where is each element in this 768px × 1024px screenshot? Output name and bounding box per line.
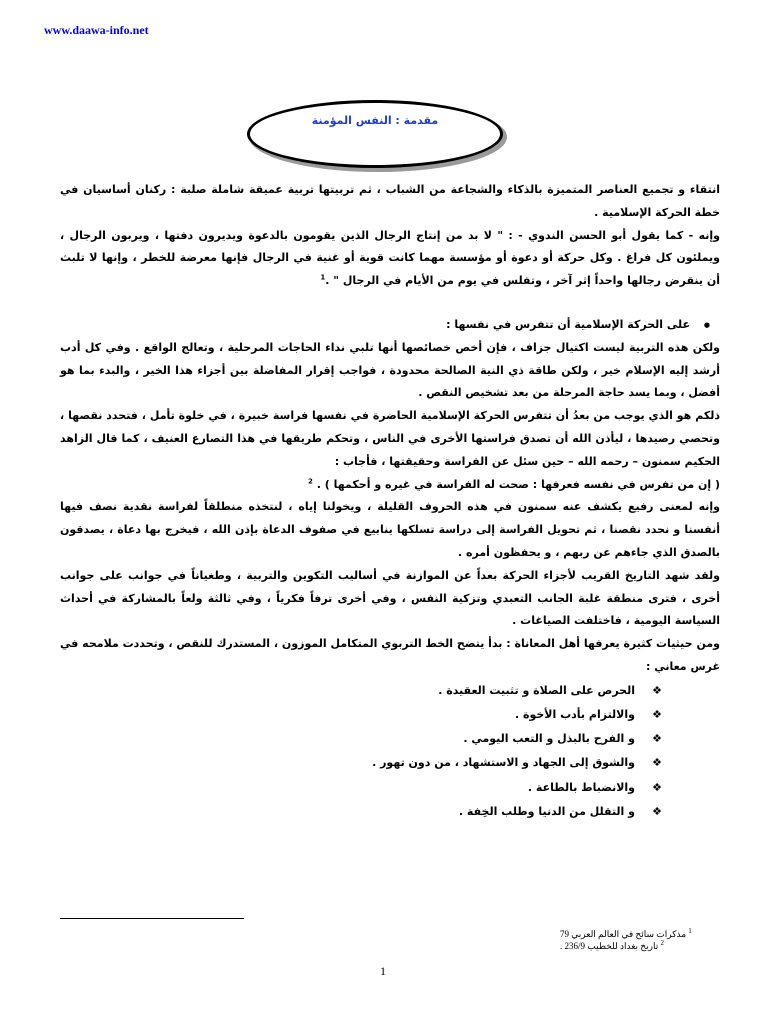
page-number: 1 [380,964,386,978]
footnote-2: $^2$ تاريخ بغداد للخطيب 236/9 . [560,939,664,951]
paragraph-6: وإنه لمعنى رفيع يكشف عنه سمنون في هذه الحروف القليلة ، ويخولنا إياه ، لنتخذه منطلقاً لفراسة نقدية نصف فيها أنفسنا و نحدد نقصنا ، ثم تحويل الفراسة إلى دراسة تسلكها ينابيع في صفوف الدعاة بإذن الله ، فيخرج بها دعاة ، يصدقون بالصدق الذي جاءهم عن ربهم ، و يحفظون أمره . [60,500,720,559]
diamond-bullet-icon: ❖ [652,780,662,794]
diamond-bullet-icon: ❖ [652,683,662,697]
diamond-bullet-icon: ❖ [652,804,662,818]
diamond-bullet-icon: ❖ [652,756,662,770]
diamond-bullet-icon: ❖ [652,707,662,721]
footnote-ref-1[interactable]: 1 [320,273,326,282]
paragraph-4: ذلكم هو الذي يوجب من بعدُ أن تتفرس الحركة الإسلامية الحاضرة في نفسها فراسة خبيرة ، في خلوة تأمل ، فتحدد نقصها ، وتحصي رصيدها ، ليأذن الله أن تصدق فراستها الأخرى في الناس ، وتحكم طريقها في هذا التصارع العنيف ، كما قال الزاهد الحكيم سمنون – رحمه الله – حين سئل عن الفراسة وحقيقتها ، فأجاب : [60,409,720,468]
list-item: ❖ و التقلل من الدنيا وطلب الخِفة . [60,800,720,824]
paragraph-2-text: وإنه - كما يقول أبو الحسن الندوي - : " لا بد من إنتاج الرجال الذين يقومون بالدعوة ويديرون دفتها ، ويربون الرجال ، ويملئون كل فراغ . وكل حركة أو دعوة أو مؤسسة مهما كانت قوية أو غنية في الرجال فإنها معرضة للخطر ، وإنها لا تلبث أن ينقرض رجالها واحداً إثر آخر ، وتفلس في يوم من الأيام في الرجال " . [60,228,720,288]
list-item: ❖ و الفرح بالبذل و التعب اليومي . [60,727,720,751]
list-item: ❖ الحرص على الصلاة و تثبيت العقيدة . [60,679,720,703]
document-body [60,179,720,824]
page-title: مقدمة : النفس المؤمنة [311,113,439,127]
site-url-link[interactable]: www.daawa-info.net [44,23,149,37]
values-list [60,679,720,824]
paragraph-1: انتقاء و تجميع العناصر المتميزة بالذكاء والشجاعة من الشباب ، ثم تربيتها تربية عميقة شاملة صلبة : ركنان أساسيان في خطة الحركة الإسلامية . [60,183,720,219]
paragraph-7: ولقد شهد التاريخ القريب لأجزاء الحركة بعداً عن الموازنة في أساليب التكوين والتربية ، وطغياناً في جوانب على جوانب أخرى ، فترى منطقة غلبة الجانب التعبدي وتزكية النفس ، وفي أخرى ترفاً فكرياً ، وفي ثالثة ولعاً بالمشاركة في أحداث السياسة اليومية ، فاختلفت الصياغات . [60,568,720,628]
list-item: ❖ والانضباط بالطاعة . [60,776,720,800]
list-item: ❖ والالتزام بأدب الأخوة . [60,703,720,727]
footnotes [560,928,730,952]
footnote-ref-2[interactable]: 2 [308,476,313,485]
footnote-separator [60,918,244,919]
paragraph-5-text: ( إن من تفرس في نفسه فعرفها : صحت له الفراسة في غيره و أحكمها ) . [316,477,720,491]
paragraph-8: ومن حيثيات كثيرة يعرفها أهل المعاناة : بدأ يتضح الخط التربوي المتكامل الموزون ، المستدرك للنقص ، وتحددت ملامحه في غرس معاني : [60,637,720,673]
diamond-bullet-icon: ❖ [652,732,662,746]
bullet-heading: ● على الحركة الإسلامية أن تتفرس في نفسها : [60,314,720,337]
paragraph-5 [60,474,720,497]
list-item: ❖ والشوق إلى الجهاد و الاستشهاد ، من دون تهور . [60,751,720,775]
footnote-1: $^1$ مذكرات سائح في العالم العربي 79 [560,927,692,939]
paragraph-2 [60,225,720,293]
title-ellipse [247,100,503,168]
paragraph-3: ولكن هذه التربية ليست اكتيال جزاف ، فإن أخص خصائصها أنها تلبي نداء الحاجات المرحلية ، وتعالج الواقع . وفي كل أدب أرشد إليه الإسلام خير ، ولكن طاقة ذي النية الصالحة محدودة ، فواجب إقرار المفاضلة بين أجزاء هذا الخير ، والبدء بما هو أفضل ، وبما يسد حاجة المرحلة من بعد تشخيص النقص . [60,340,720,400]
